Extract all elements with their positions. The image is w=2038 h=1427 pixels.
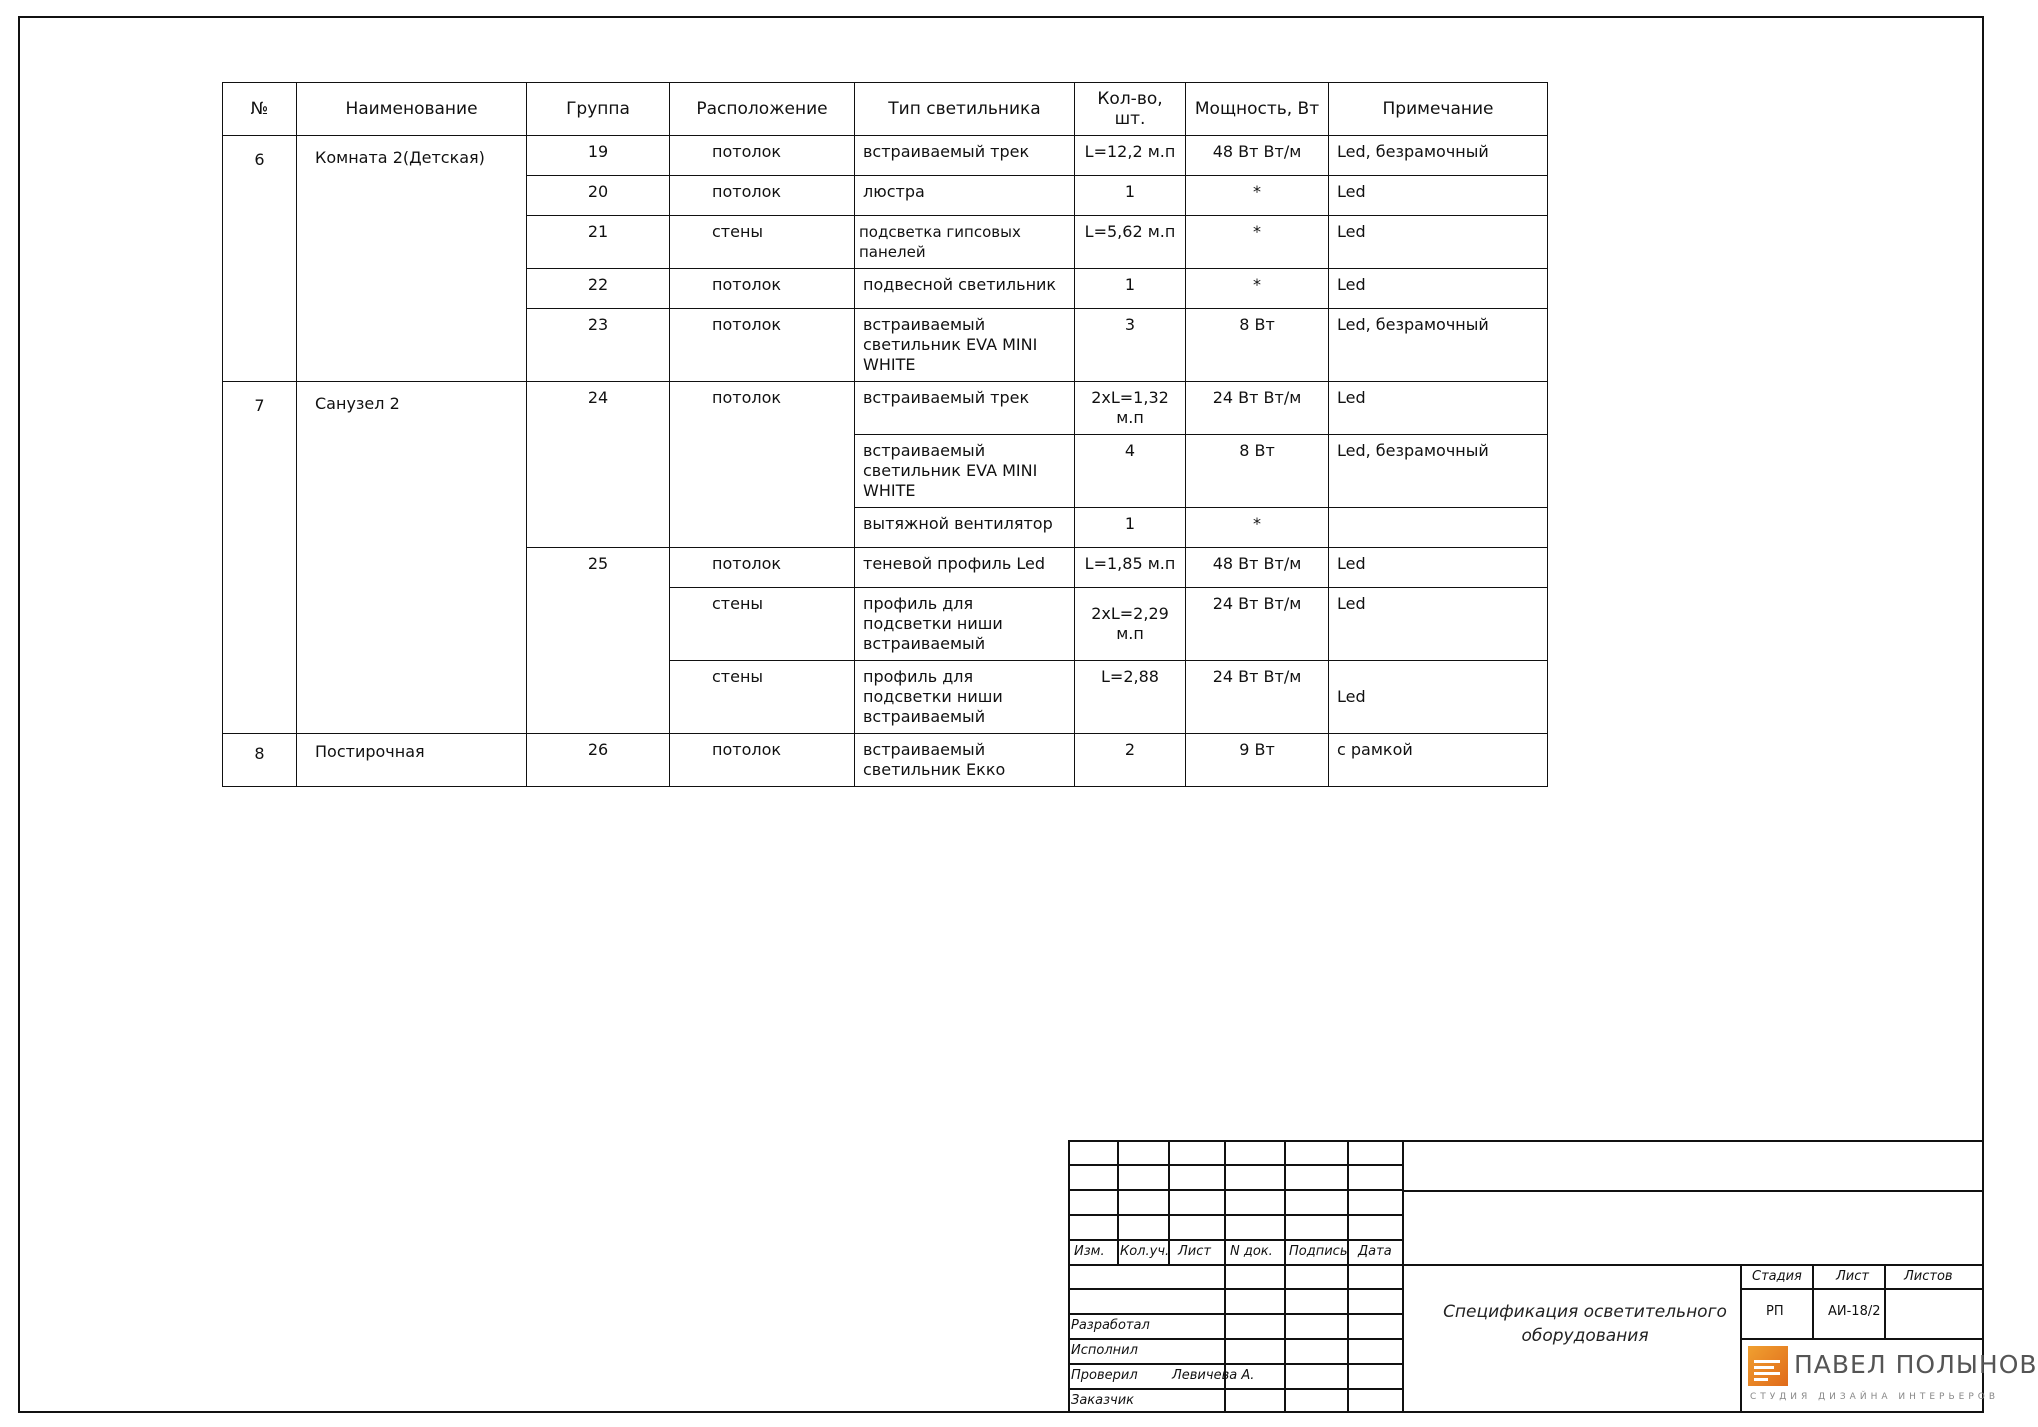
power-cell: 24 Вт Вт/м: [1186, 382, 1329, 435]
room-name: Постирочная: [297, 734, 527, 787]
type-cell: вытяжной вентилятор: [855, 508, 1075, 548]
type-cell: встраиваемый трек: [855, 136, 1075, 176]
qty-cell: 4: [1075, 435, 1186, 508]
note-cell: Led: [1329, 176, 1548, 216]
role-customer: Заказчик: [1071, 1393, 1135, 1408]
group-cell: 19: [527, 136, 670, 176]
location-cell: потолок: [670, 309, 855, 382]
room-number: 8: [223, 734, 297, 787]
location-cell: потолок: [670, 269, 855, 309]
power-cell: 24 Вт Вт/м: [1186, 661, 1329, 734]
location-cell: стены: [670, 216, 855, 269]
qty-cell: 2xL=2,29 м.п: [1075, 588, 1186, 661]
lighting-spec-table: [222, 82, 1548, 787]
note-cell: Led: [1329, 382, 1548, 435]
header-name: Наименование: [297, 83, 527, 136]
power-cell: 9 Вт: [1186, 734, 1329, 787]
sheets-label: Листов: [1904, 1269, 1953, 1284]
qty-cell: 2: [1075, 734, 1186, 787]
group-cell: 22: [527, 269, 670, 309]
note-cell: с рамкой: [1329, 734, 1548, 787]
power-cell: 48 Вт Вт/м: [1186, 548, 1329, 588]
note-cell: Led: [1329, 661, 1548, 734]
power-cell: *: [1186, 176, 1329, 216]
power-cell: *: [1186, 269, 1329, 309]
role-checker: Проверил: [1071, 1368, 1138, 1383]
location-cell: потолок: [670, 382, 855, 548]
document-title: Спецификация осветительного оборудования: [1443, 1302, 1727, 1346]
logo-mark-icon: [1748, 1346, 1788, 1386]
location-cell: стены: [670, 588, 855, 661]
type-cell: встраиваемый светильник Екко: [855, 734, 1075, 787]
type-cell: встраиваемый трек: [855, 382, 1075, 435]
power-cell: 8 Вт: [1186, 435, 1329, 508]
table-row: [223, 136, 1548, 176]
power-cell: 48 Вт Вт/м: [1186, 136, 1329, 176]
sheet-label: Лист: [1836, 1269, 1869, 1284]
col-label-podpis: Подпись: [1289, 1244, 1348, 1259]
table-header-row: [223, 83, 1548, 136]
group-cell: 23: [527, 309, 670, 382]
power-cell: *: [1186, 508, 1329, 548]
logo-subtitle: СТУДИЯ ДИЗАЙНА ИНТЕРЬЕРОВ: [1750, 1392, 2000, 1402]
power-cell: 24 Вт Вт/м: [1186, 588, 1329, 661]
stage-label: Стадия: [1752, 1269, 1802, 1284]
role-developer: Разработал: [1071, 1318, 1150, 1333]
type-cell: люстра: [855, 176, 1075, 216]
type-cell: профиль для подсветки ниши встраиваемый: [855, 588, 1075, 661]
qty-cell: L=12,2 м.п: [1075, 136, 1186, 176]
qty-cell: 1: [1075, 508, 1186, 548]
header-no: №: [223, 83, 297, 136]
type-cell: подсветка гипсовых панелей: [855, 216, 1075, 269]
header-power: Мощность, Вт: [1186, 83, 1329, 136]
type-cell: профиль для подсветки ниши встраиваемый: [855, 661, 1075, 734]
col-label-list: Лист: [1178, 1244, 1211, 1259]
note-cell: Led: [1329, 269, 1548, 309]
qty-cell: 2xL=1,32 м.п: [1075, 382, 1186, 435]
qty-cell: L=1,85 м.п: [1075, 548, 1186, 588]
header-type: Тип светильника: [855, 83, 1075, 136]
header-location: Расположение: [670, 83, 855, 136]
type-cell: встраиваемый светильник EVA MINI WHITE: [855, 309, 1075, 382]
note-cell: Led, безрамочный: [1329, 136, 1548, 176]
header-qty: Кол-во, шт.: [1075, 83, 1186, 136]
location-cell: потолок: [670, 136, 855, 176]
header-note: Примечание: [1329, 83, 1548, 136]
power-cell: *: [1186, 216, 1329, 269]
sheet-value: АИ-18/2: [1828, 1304, 1881, 1319]
group-cell: 20: [527, 176, 670, 216]
room-number: 6: [223, 136, 297, 382]
qty-cell: 1: [1075, 269, 1186, 309]
note-cell: [1329, 508, 1548, 548]
stage-value: РП: [1766, 1304, 1784, 1319]
table-row: [223, 734, 1548, 787]
note-cell: Led: [1329, 588, 1548, 661]
room-name: Санузел 2: [297, 382, 527, 734]
note-cell: Led: [1329, 548, 1548, 588]
type-cell: теневой профиль Led: [855, 548, 1075, 588]
col-label-data: Дата: [1358, 1244, 1392, 1259]
group-cell: 26: [527, 734, 670, 787]
location-cell: потолок: [670, 176, 855, 216]
col-label-izm: Изм.: [1074, 1244, 1105, 1259]
col-label-ndok: N док.: [1230, 1244, 1273, 1259]
qty-cell: 1: [1075, 176, 1186, 216]
group-cell: 25: [527, 548, 670, 734]
qty-cell: 3: [1075, 309, 1186, 382]
role-executor: Исполнил: [1071, 1343, 1138, 1358]
note-cell: Led, безрамочный: [1329, 435, 1548, 508]
power-cell: 8 Вт: [1186, 309, 1329, 382]
group-cell: 21: [527, 216, 670, 269]
qty-cell: L=2,88: [1075, 661, 1186, 734]
room-name: Комната 2(Детская): [297, 136, 527, 382]
col-label-koluch: Кол.уч.: [1120, 1244, 1170, 1259]
type-cell: подвесной светильник: [855, 269, 1075, 309]
header-group: Группа: [527, 83, 670, 136]
location-cell: потолок: [670, 548, 855, 588]
checker-name: Левичева А.: [1172, 1368, 1255, 1383]
qty-cell: L=5,62 м.п: [1075, 216, 1186, 269]
room-number: 7: [223, 382, 297, 734]
group-cell: 24: [527, 382, 670, 548]
studio-logo: [1748, 1342, 2038, 1410]
note-cell: Led, безрамочный: [1329, 309, 1548, 382]
location-cell: стены: [670, 661, 855, 734]
table-row: [223, 382, 1548, 435]
location-cell: потолок: [670, 734, 855, 787]
logo-name: ПАВЕЛ ПОЛЫНОВ: [1794, 1350, 2038, 1379]
note-cell: Led: [1329, 216, 1548, 269]
type-cell: встраиваемый светильник EVA MINI WHITE: [855, 435, 1075, 508]
